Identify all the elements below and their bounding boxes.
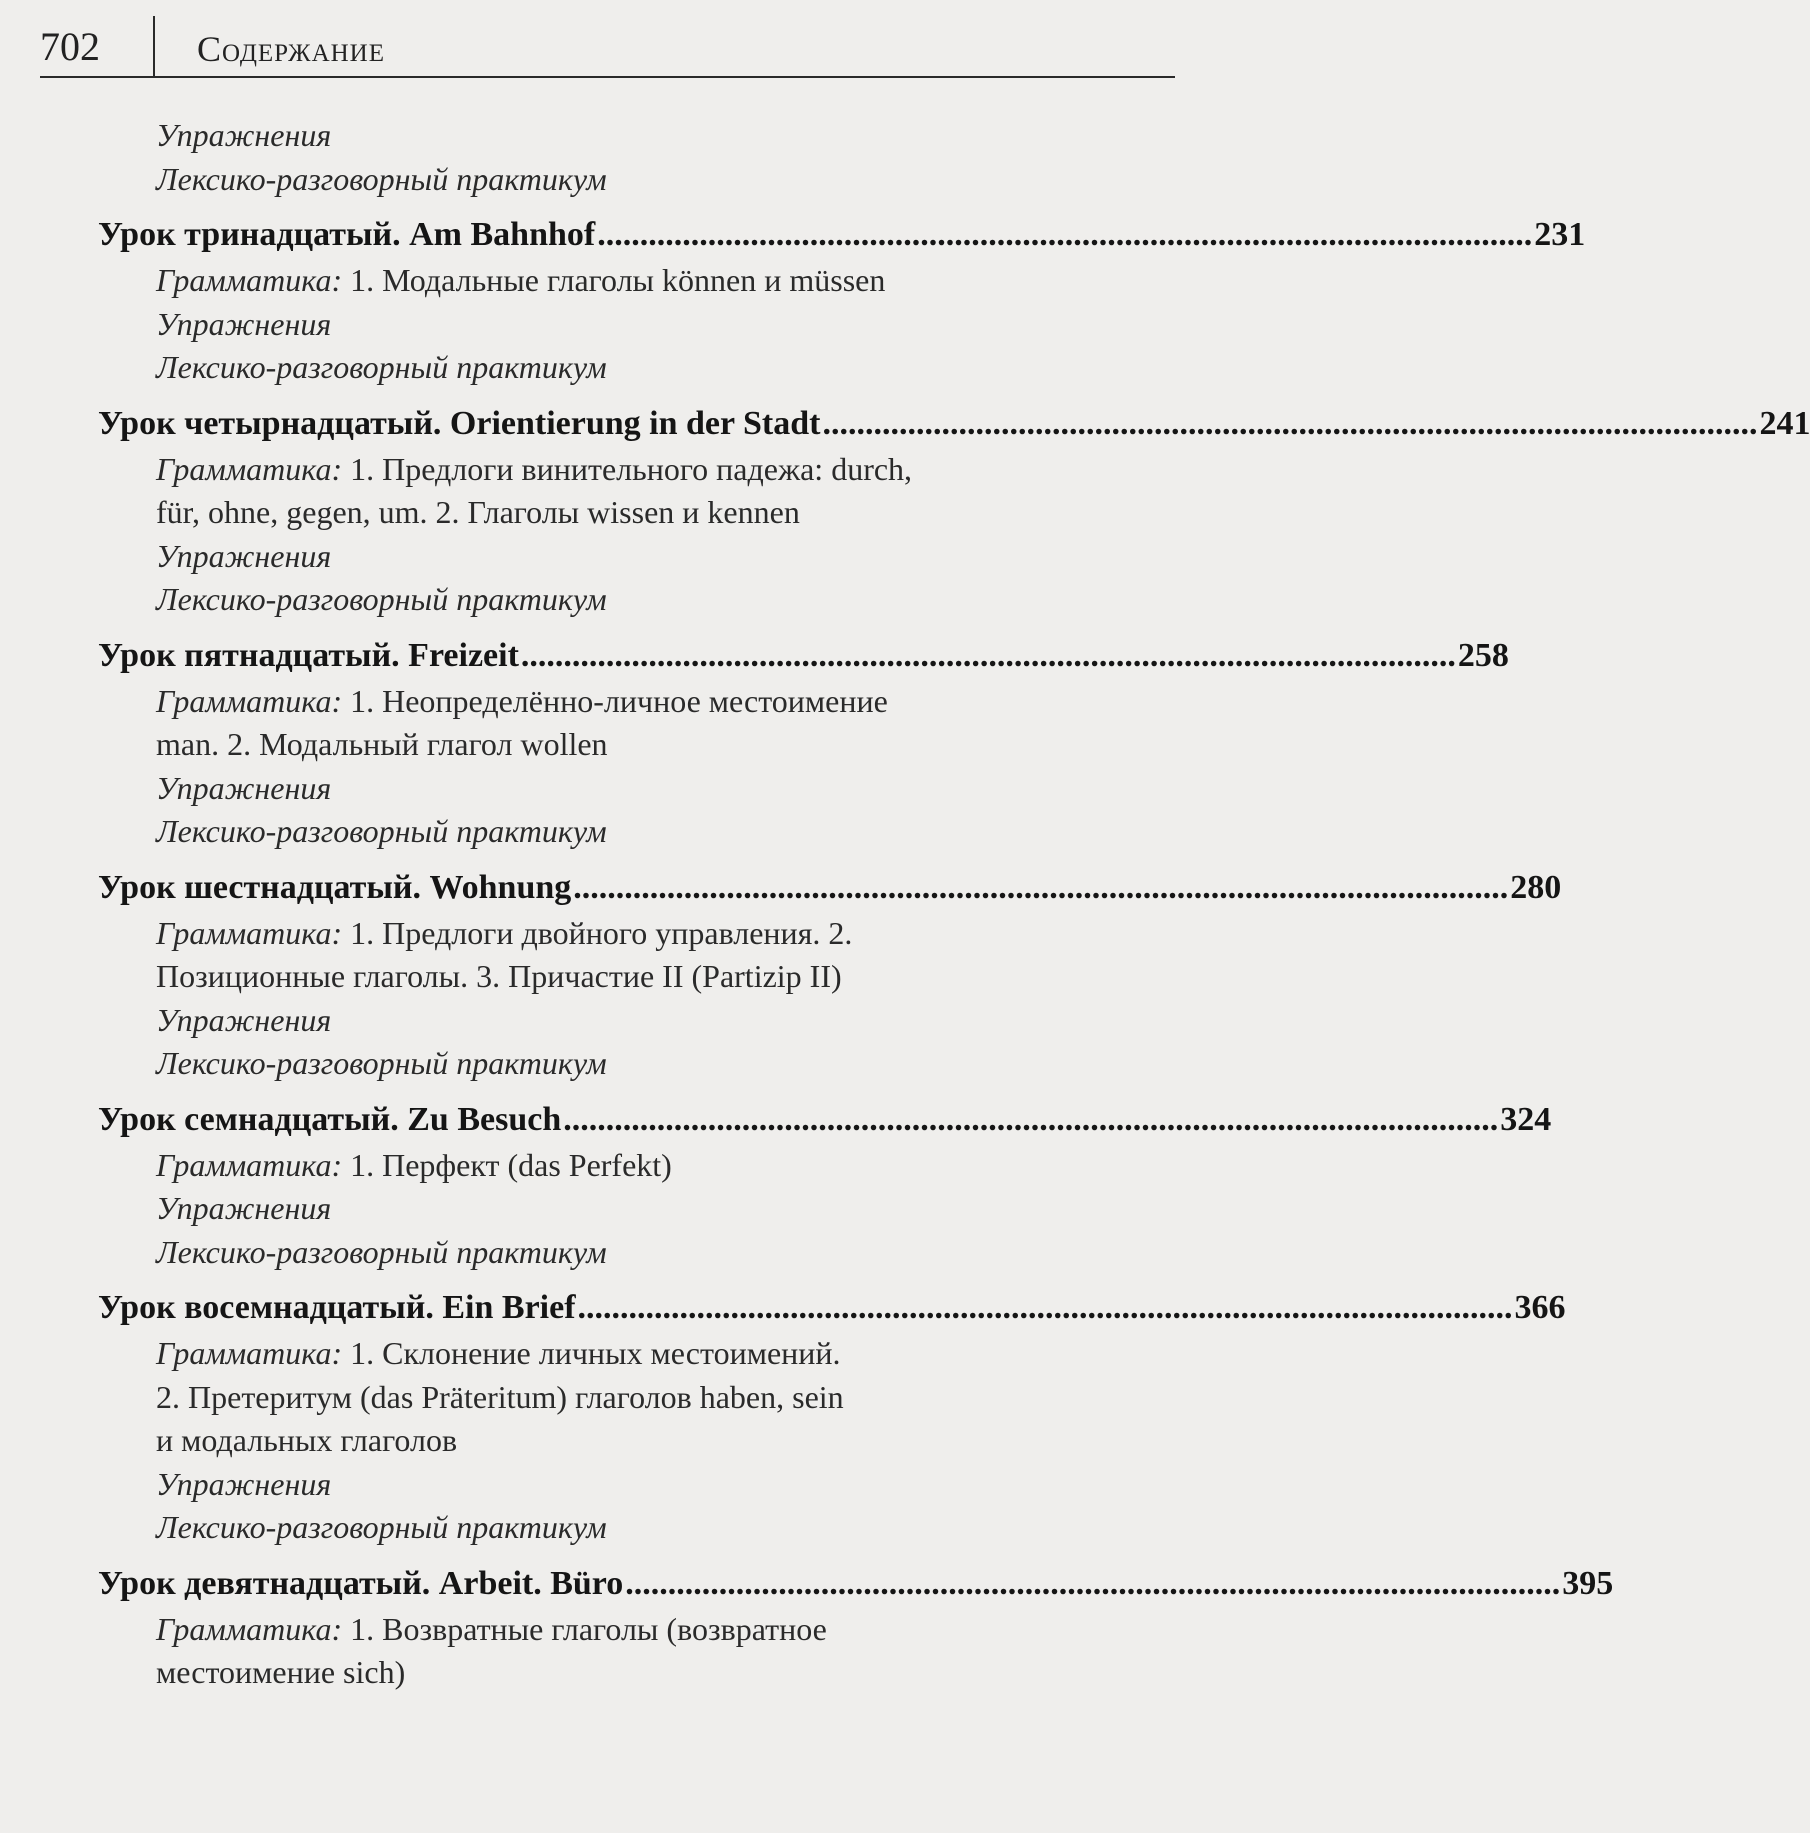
grammar-label: Грамматика: — [156, 1335, 343, 1371]
toc-entry-lesson-16[interactable] — [98, 864, 1562, 912]
toc-entry-lesson-13[interactable] — [98, 211, 1586, 259]
toc-exercises: Упражнения — [156, 1465, 332, 1502]
grammar-line — [98, 259, 1175, 303]
toc-practicum: Лексико-разговорный практикум — [156, 1509, 607, 1545]
header-divider — [153, 16, 155, 78]
grammar-text: 1. Модальные глаголы können и müssen — [342, 262, 886, 298]
lesson-page: 395 — [1562, 1564, 1614, 1602]
leader-dots: .............................................................................................................. — [822, 404, 1758, 442]
toc-practicum: Лексико-разговорный практикум — [156, 581, 607, 617]
toc-entry-lesson-18[interactable] — [98, 1284, 1566, 1332]
grammar-label: Грамматика: — [156, 262, 343, 298]
grammar-text: für, ohne, gegen, um. 2. Глаголы wissen и kennen — [156, 494, 800, 530]
grammar-text: 1. Перфект (das Perfekt) — [342, 1146, 672, 1183]
grammar-label: Грамматика: — [156, 682, 343, 719]
toc-exercises: Упражнения — [156, 537, 332, 574]
toc-practicum: Лексико-разговорный практикум — [156, 813, 607, 849]
grammar-text: 1. Предлоги винительного падежа: durch, — [342, 450, 913, 487]
grammar-line — [98, 1608, 1175, 1652]
toc-exercises: Упражнения — [156, 1001, 332, 1038]
lesson-title: Урок семнадцатый. Zu Besuch — [98, 1100, 562, 1138]
toc-entry-lesson-19[interactable] — [98, 1560, 1614, 1608]
toc-exercises: Упражнения — [156, 117, 332, 153]
grammar-text: местоимение sich) — [156, 1654, 406, 1690]
lesson-page: 324 — [1500, 1100, 1552, 1138]
grammar-label: Грамматика: — [156, 450, 343, 487]
toc-entry-lesson-17[interactable] — [98, 1096, 1552, 1144]
lesson-page: 241 — [1759, 404, 1810, 442]
grammar-text: 1. Предлоги двойного управления. 2. — [342, 914, 853, 951]
toc-practicum: Лексико-разговорный практикум — [156, 1233, 607, 1270]
grammar-line — [98, 912, 1175, 956]
grammar-line — [98, 680, 1175, 724]
grammar-label: Грамматика: — [156, 914, 343, 951]
lesson-title: Урок девятнадцатый. Arbeit. Büro — [98, 1564, 624, 1602]
lesson-title: Урок восемнадцатый. Ein Brief — [98, 1289, 576, 1326]
leader-dots: .............................................................................................................. — [520, 636, 1456, 674]
lesson-title: Урок четырнадцатый. Orientierung in der Stadt — [98, 404, 821, 442]
toc-practicum: Лексико-разговорный практикум — [156, 1045, 607, 1081]
lesson-page: 258 — [1457, 636, 1509, 674]
section-title: Содержание — [197, 29, 386, 69]
grammar-text: 1. Неопределённо-личное местоимение — [342, 682, 888, 719]
grammar-line — [98, 1144, 1175, 1188]
grammar-text: 2. Претеритум (das Präteritum) глаголов haben, sein — [156, 1378, 844, 1415]
grammar-text: 1. Возвратные глаголы (возвратное — [342, 1610, 827, 1647]
toc-entry-lesson-15[interactable] — [98, 632, 1509, 680]
grammar-text: Позиционные глаголы. 3. Причастие II (Partizip II) — [156, 958, 842, 994]
toc-practicum: Лексико-разговорный практикум — [156, 160, 607, 197]
toc-exercises: Упражнения — [156, 769, 332, 806]
leader-dots: .............................................................................................................. — [573, 868, 1509, 906]
toc-exercises: Упражнения — [156, 305, 332, 342]
table-of-contents — [98, 114, 1810, 1695]
leader-dots: .............................................................................................................. — [563, 1100, 1499, 1138]
grammar-text: 1. Склонение личных местоимений. — [342, 1335, 841, 1371]
lesson-page: 366 — [1514, 1289, 1566, 1326]
grammar-label: Грамматика: — [156, 1146, 343, 1183]
grammar-text: и модальных глаголов — [156, 1422, 458, 1458]
leader-dots: .............................................................................................................. — [577, 1289, 1513, 1326]
lesson-page: 231 — [1534, 216, 1586, 253]
toc-entry-lesson-14[interactable] — [98, 400, 1810, 448]
grammar-text: man. 2. Модальный глагол wollen — [156, 726, 608, 762]
grammar-line — [98, 1332, 1175, 1376]
grammar-line — [98, 448, 1175, 492]
lesson-title: Урок тринадцатый. Am Bahnhof — [98, 216, 596, 253]
lesson-title: Урок пятнадцатый. Freizeit — [98, 636, 519, 674]
toc-exercises: Упражнения — [156, 1190, 332, 1226]
leader-dots: .............................................................................................................. — [625, 1564, 1561, 1602]
toc-practicum: Лексико-разговорный практикум — [156, 349, 607, 385]
grammar-label: Грамматика: — [156, 1610, 343, 1647]
lesson-title: Урок шестнадцатый. Wohnung — [98, 868, 572, 906]
page-header — [40, 18, 1175, 78]
lesson-page: 280 — [1510, 868, 1562, 906]
leader-dots: .............................................................................................................. — [597, 216, 1533, 253]
page-number: 702 — [40, 24, 100, 69]
